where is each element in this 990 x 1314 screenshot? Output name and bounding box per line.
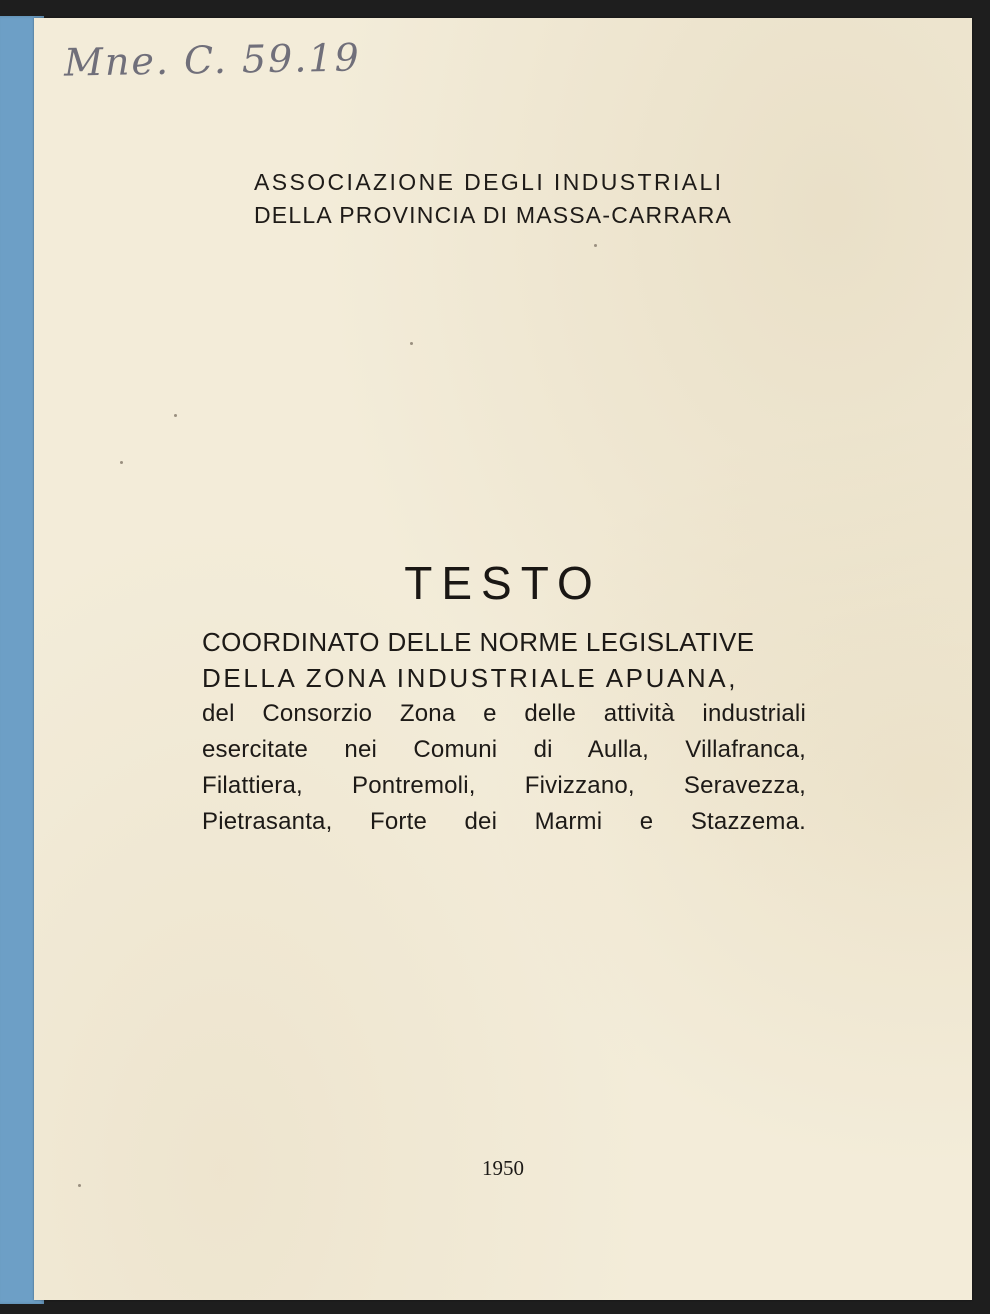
- subtitle-block: [202, 624, 806, 840]
- handwritten-shelfmark: Mne. C. 59.19: [63, 35, 362, 85]
- subtitle-line-1: COORDINATO DELLE NORME LEGISLATIVE: [202, 627, 755, 657]
- paper-speck: [78, 1184, 81, 1187]
- issuer-line-2: DELLA PROVINCIA DI MASSA-CARRARA: [254, 202, 733, 228]
- issuer-block: [254, 166, 774, 232]
- paper-speck: [410, 342, 413, 345]
- document-title: TESTO: [404, 557, 602, 609]
- publication-year: 1950: [482, 1156, 524, 1180]
- subtitle-line-3: del Consorzio Zona e delle attività industriali: [202, 700, 806, 727]
- subtitle-line-6: Pietrasanta, Forte dei Marmi e Stazzema.: [202, 808, 806, 835]
- subtitle-line-2: DELLA ZONA INDUSTRIALE APUANA,: [202, 663, 739, 693]
- subtitle-line-4: esercitate nei Comuni di Aulla, Villafranca,: [202, 736, 806, 763]
- subtitle-line-5: Filattiera, Pontremoli, Fivizzano, Seravezza,: [202, 772, 806, 799]
- paper-speck: [594, 244, 597, 247]
- paper-speck: [120, 461, 123, 464]
- paper-speck: [174, 414, 177, 417]
- title-page: [34, 18, 972, 1300]
- issuer-line-1: ASSOCIAZIONE DEGLI INDUSTRIALI: [254, 169, 724, 195]
